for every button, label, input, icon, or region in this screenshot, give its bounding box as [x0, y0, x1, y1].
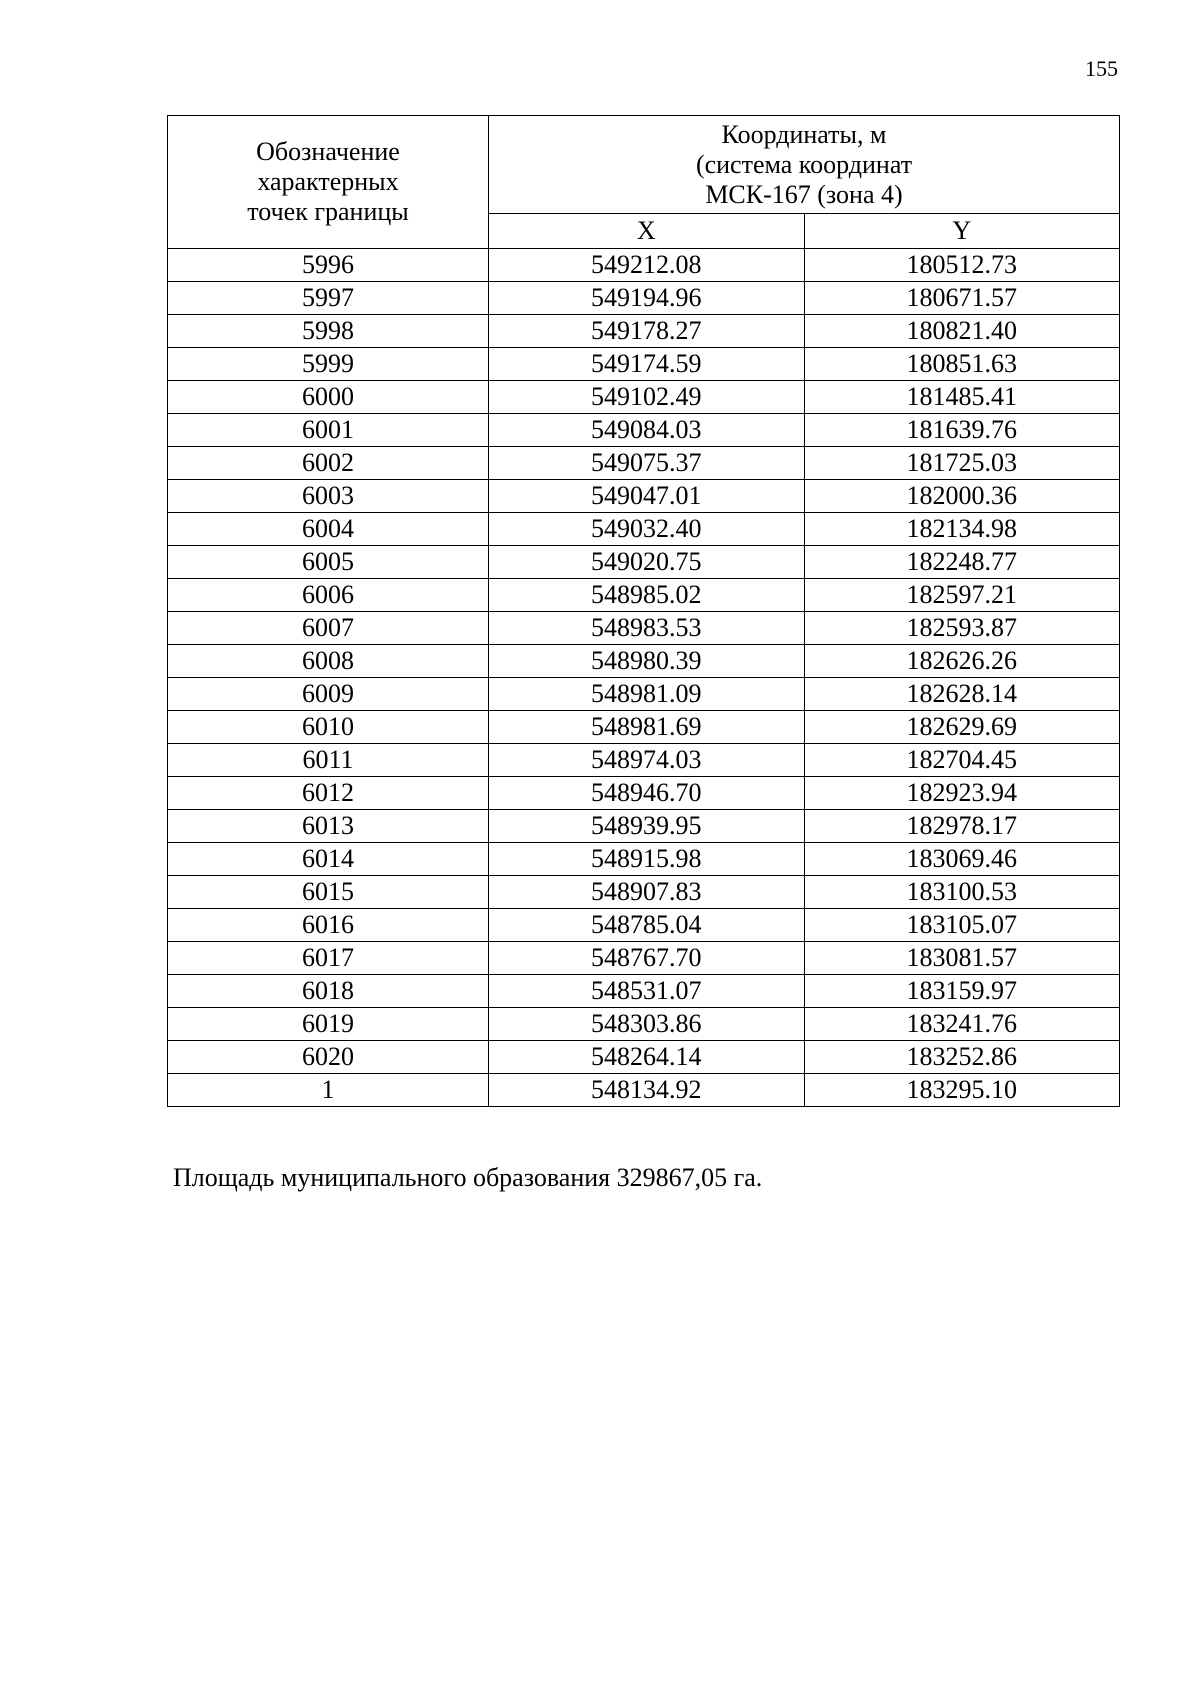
cell-point: 6015	[168, 876, 489, 909]
table-row	[168, 909, 1120, 942]
cell-point: 5999	[168, 348, 489, 381]
cell-y: 181485.41	[804, 381, 1120, 414]
table-row	[168, 612, 1120, 645]
cell-point: 6010	[168, 711, 489, 744]
table-row	[168, 810, 1120, 843]
table-row	[168, 744, 1120, 777]
cell-x: 548531.07	[489, 975, 805, 1008]
cell-x: 548134.92	[489, 1074, 805, 1107]
header-x: X	[489, 214, 805, 249]
table-row	[168, 513, 1120, 546]
header-coordinates	[489, 116, 1120, 214]
cell-y: 182134.98	[804, 513, 1120, 546]
cell-y: 183252.86	[804, 1041, 1120, 1074]
cell-x: 548785.04	[489, 909, 805, 942]
cell-point: 6017	[168, 942, 489, 975]
table-body	[168, 249, 1120, 1107]
cell-point: 6012	[168, 777, 489, 810]
cell-x: 549178.27	[489, 315, 805, 348]
cell-y: 182626.26	[804, 645, 1120, 678]
cell-x: 548767.70	[489, 942, 805, 975]
table-row	[168, 480, 1120, 513]
page-number: 155	[1085, 56, 1118, 81]
table-row	[168, 282, 1120, 315]
cell-y: 183105.07	[804, 909, 1120, 942]
table-row	[168, 678, 1120, 711]
coordinates-table	[167, 115, 1120, 1107]
cell-x: 549102.49	[489, 381, 805, 414]
table-row	[168, 777, 1120, 810]
cell-x: 548983.53	[489, 612, 805, 645]
table-row	[168, 579, 1120, 612]
cell-point: 5997	[168, 282, 489, 315]
cell-y: 182704.45	[804, 744, 1120, 777]
cell-y: 183159.97	[804, 975, 1120, 1008]
table-row	[168, 249, 1120, 282]
area-note: Площадь муниципального образования 329867,05 га.	[173, 1163, 763, 1192]
cell-y: 182000.36	[804, 480, 1120, 513]
cell-x: 548907.83	[489, 876, 805, 909]
table-row	[168, 711, 1120, 744]
cell-point: 6016	[168, 909, 489, 942]
cell-y: 183081.57	[804, 942, 1120, 975]
cell-y: 183069.46	[804, 843, 1120, 876]
cell-x: 549194.96	[489, 282, 805, 315]
cell-y: 183295.10	[804, 1074, 1120, 1107]
table-row	[168, 843, 1120, 876]
cell-point: 1	[168, 1074, 489, 1107]
cell-y: 180512.73	[804, 249, 1120, 282]
cell-point: 6008	[168, 645, 489, 678]
cell-point: 6020	[168, 1041, 489, 1074]
cell-x: 549047.01	[489, 480, 805, 513]
cell-x: 549075.37	[489, 447, 805, 480]
cell-x: 548946.70	[489, 777, 805, 810]
table-row	[168, 942, 1120, 975]
table-row	[168, 975, 1120, 1008]
cell-point: 6005	[168, 546, 489, 579]
cell-point: 6018	[168, 975, 489, 1008]
header-coordinates-label: Координаты, м (система координат МСК-167 (зона 4)	[695, 119, 913, 209]
cell-point: 5998	[168, 315, 489, 348]
cell-point: 6011	[168, 744, 489, 777]
header-point-designation	[168, 116, 489, 249]
cell-y: 183100.53	[804, 876, 1120, 909]
cell-x: 549032.40	[489, 513, 805, 546]
cell-x: 548264.14	[489, 1041, 805, 1074]
table-row	[168, 414, 1120, 447]
cell-point: 6009	[168, 678, 489, 711]
cell-y: 182978.17	[804, 810, 1120, 843]
cell-y: 182629.69	[804, 711, 1120, 744]
cell-x: 549020.75	[489, 546, 805, 579]
cell-x: 548981.09	[489, 678, 805, 711]
cell-point: 6014	[168, 843, 489, 876]
table-row	[168, 348, 1120, 381]
cell-x: 549084.03	[489, 414, 805, 447]
cell-point: 6003	[168, 480, 489, 513]
cell-y: 181725.03	[804, 447, 1120, 480]
cell-x: 549212.08	[489, 249, 805, 282]
table-row	[168, 447, 1120, 480]
cell-y: 182597.21	[804, 579, 1120, 612]
cell-point: 6006	[168, 579, 489, 612]
table-row	[168, 381, 1120, 414]
table-header	[168, 116, 1120, 249]
cell-y: 183241.76	[804, 1008, 1120, 1041]
cell-x: 548981.69	[489, 711, 805, 744]
cell-point: 6002	[168, 447, 489, 480]
cell-x: 548985.02	[489, 579, 805, 612]
cell-x: 549174.59	[489, 348, 805, 381]
header-point-label: Обозначение характерных точек границы	[247, 137, 409, 226]
cell-x: 548974.03	[489, 744, 805, 777]
cell-y: 182593.87	[804, 612, 1120, 645]
cell-x: 548939.95	[489, 810, 805, 843]
table-row	[168, 1008, 1120, 1041]
table-row	[168, 315, 1120, 348]
cell-y: 180671.57	[804, 282, 1120, 315]
cell-point: 6013	[168, 810, 489, 843]
table-row	[168, 1041, 1120, 1074]
cell-x: 548303.86	[489, 1008, 805, 1041]
cell-y: 180821.40	[804, 315, 1120, 348]
cell-point: 6019	[168, 1008, 489, 1041]
cell-y: 181639.76	[804, 414, 1120, 447]
table-row	[168, 876, 1120, 909]
cell-point: 6007	[168, 612, 489, 645]
cell-x: 548915.98	[489, 843, 805, 876]
cell-point: 6004	[168, 513, 489, 546]
cell-y: 180851.63	[804, 348, 1120, 381]
table-row	[168, 1074, 1120, 1107]
cell-point: 5996	[168, 249, 489, 282]
cell-y: 182248.77	[804, 546, 1120, 579]
cell-y: 182628.14	[804, 678, 1120, 711]
table-row	[168, 645, 1120, 678]
cell-point: 6001	[168, 414, 489, 447]
table-row	[168, 546, 1120, 579]
cell-y: 182923.94	[804, 777, 1120, 810]
header-y: Y	[804, 214, 1120, 249]
cell-point: 6000	[168, 381, 489, 414]
cell-x: 548980.39	[489, 645, 805, 678]
